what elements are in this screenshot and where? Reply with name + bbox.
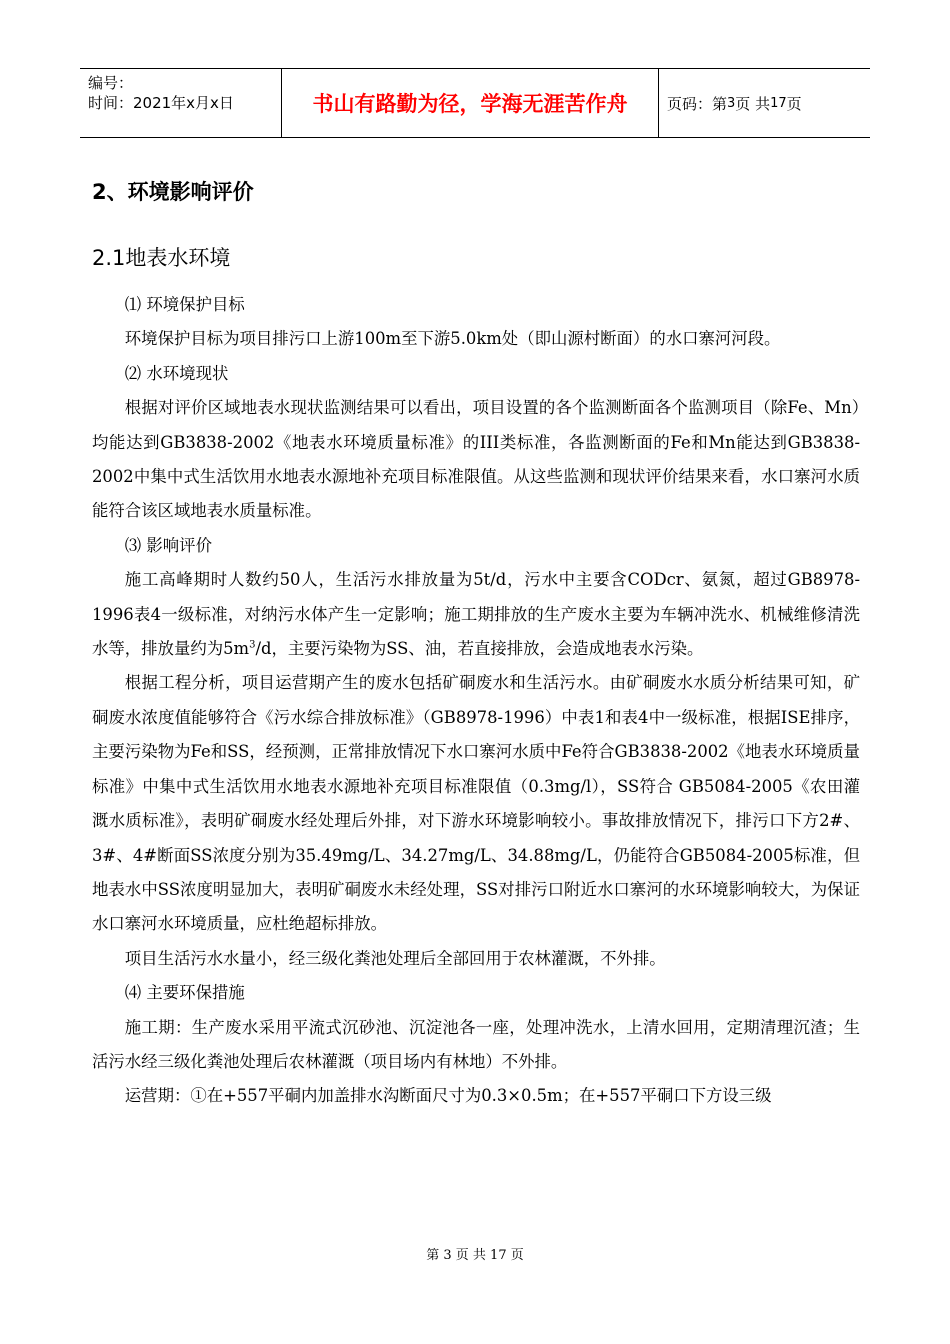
body-text bbox=[92, 288, 860, 1114]
header-motto: 书山有路勤为径，学海无涯苦作舟 bbox=[282, 69, 659, 137]
item-heading-2: ⑵ 水环境现状 bbox=[124, 363, 229, 383]
paragraph-construction-impact-part2: /d，主要污染物为SS、油，若直接排放，会造成地表水污染。 bbox=[255, 639, 704, 659]
item-heading-3: ⑶ 影响评价 bbox=[124, 535, 212, 555]
page-suffix: 页 bbox=[786, 94, 802, 113]
page-prefix: 页码：第 bbox=[667, 94, 728, 113]
page-current: 3 bbox=[727, 95, 736, 111]
header-table bbox=[80, 68, 870, 138]
item-heading-1: ⑴ 环境保护目标 bbox=[124, 295, 245, 314]
header-left-cell bbox=[80, 69, 282, 137]
paragraph-domestic-sewage: 项目生活污水水量小，经三级化粪池处理后全部回用于农林灌溉，不外排。 bbox=[124, 948, 666, 968]
paragraph-construction-impact bbox=[92, 563, 860, 666]
number-label: 编号： bbox=[88, 74, 134, 92]
paragraph-operation-measures: 运营期：①在+557平硐内加盖排水沟断面尺寸为0.3×0.5m；在+557平硐口下方设三级 bbox=[124, 1086, 772, 1106]
paragraph-protection-target: 环境保护目标为项目排污口上游100m至下游5.0km处（即山源村断面）的水口寨河河段。 bbox=[124, 329, 781, 349]
page-middle: 页 共 bbox=[735, 94, 771, 113]
header-page-info bbox=[659, 69, 870, 137]
date-label: 时间：2021年x月x日 bbox=[88, 94, 234, 112]
section-title: 2、环境影响评价 bbox=[92, 180, 254, 204]
paragraph-construction-impact-part1: 施工高峰期时人数约50人，生活污水排放量为5t/d，污水中主要含CODcr、氨氮，超过GB8978-1996表4一级标准，对纳污水体产生一定影响；施工期排放的生产废水主要为车辆冲洗水、机械维修清洗水等，排放量约为5m bbox=[92, 570, 860, 659]
paragraph-water-status: 根据对评价区域地表水现状监测结果可以看出，项目设置的各个监测断面各个监测项目（除Fe、Mn）均能达到GB3838-2002《地表水环境质量标准》的III类标准，各监测断面的Fe和Mn能达到GB3838-2002中集中式生活饮用水地表水源地补充项目标准限值。从这些监测和现状评价结果来看，水口寨河水质能符合该区域地表水质量标准。 bbox=[92, 398, 860, 521]
item-heading-4: ⑷ 主要环保措施 bbox=[124, 983, 245, 1003]
subsection-title: 2.1地表水环境 bbox=[92, 246, 231, 270]
page-footer: 第 3 页 共 17 页 bbox=[426, 1248, 524, 1263]
paragraph-construction-measures: 施工期：生产废水采用平流式沉砂池、沉淀池各一座，处理冲洗水，上清水回用，定期清理沉渣；生活污水经三级化粪池处理后农林灌溉（项目场内有林地）不外排。 bbox=[92, 1017, 860, 1071]
superscript-3: 3 bbox=[249, 639, 256, 651]
paragraph-operation-impact: 根据工程分析，项目运营期产生的废水包括矿硐废水和生活污水。由矿硐废水水质分析结果可知，矿硐废水浓度值能够符合《污水综合排放标准》（GB8978-1996）中表1和表4中一级标准，根据ISE排序，主要污染物为Fe和SS，经预测，正常排放情况下水口寨河水质中Fe符合GB3838-2002《地表水环境质量标准》中集中式生活饮用水地表水源地补充项目标准限值（0.3mg/l），SS符合 GB5084-2005《农田灌溉水质标准》，表明矿硐废水经处理后外排，对下游水环境影响较小。事故排放情况下，排污口下方2#、3#、4#断面SS浓度分别为35.49mg/L、34.27mg/L、34.88mg/L，仍能符合GB5084-2005标准，但地表水中SS浓度明显加大，表明矿硐废水未经处理，SS对排污口附近水口寨河的水环境影响较大，为保证水口寨河水环境质量，应杜绝超标排放。 bbox=[92, 673, 860, 934]
page-total: 17 bbox=[770, 95, 787, 111]
